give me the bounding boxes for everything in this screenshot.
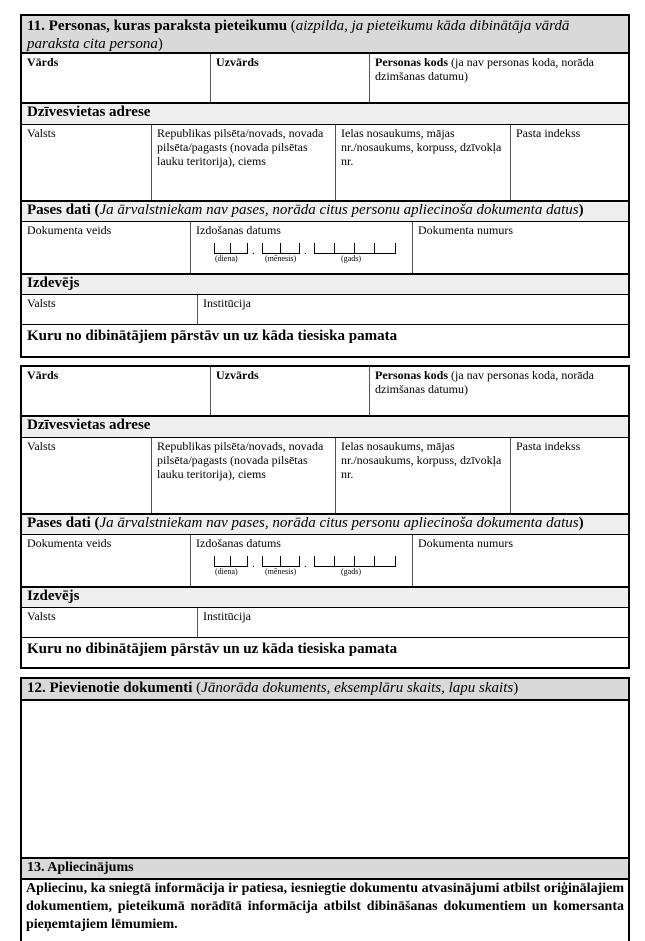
section-11-title: 11. Personas, kuras paraksta pieteikumu xyxy=(27,18,288,34)
paren-close: ) xyxy=(157,36,163,52)
person-1-name-row xyxy=(22,54,628,102)
passport-header-note: Ja ārvalstniekam nav pases, norāda citus personu apliecinoša dokumenta datus xyxy=(99,202,579,218)
issuer-institution-label: Institūcija xyxy=(203,296,251,310)
person-1-passport-row xyxy=(22,221,628,273)
paren-open: ( xyxy=(287,18,296,34)
person-2-box xyxy=(20,365,630,669)
section-11-header xyxy=(22,16,628,54)
section-13-header: 13. Apliecinājums xyxy=(22,857,628,880)
person-1-surname-field[interactable] xyxy=(210,54,369,102)
surname-label: Uzvārds xyxy=(216,368,259,382)
person-2-address-header: Dzīvesvietas adrese xyxy=(22,415,628,437)
person-2-personal-code-field[interactable] xyxy=(369,367,628,415)
personal-code-note: (ja nav personas koda, norāda dzimšanas datumu) xyxy=(375,55,594,83)
year-label: (gads) xyxy=(341,567,361,576)
issuer-country-label: Valsts xyxy=(27,296,56,310)
person-1-personal-code-field[interactable] xyxy=(369,54,628,102)
year-digit-4[interactable] xyxy=(374,243,396,254)
doc-type-label: Dokumenta veids xyxy=(27,223,112,237)
section-12-13-box xyxy=(20,677,630,941)
person-2-issuer-header: Izdevējs xyxy=(22,586,628,607)
person-1-address-city-field[interactable] xyxy=(151,125,335,200)
attached-documents-field[interactable] xyxy=(22,701,628,857)
person-1-doc-type-field[interactable] xyxy=(22,222,190,273)
person-1-address-row xyxy=(22,124,628,200)
date-input-boxes[interactable] xyxy=(214,554,407,580)
passport-header-label: Pases dati xyxy=(27,515,91,531)
doc-number-label: Dokumenta numurs xyxy=(418,536,513,550)
section-12-title: 12. Pievienotie dokumenti xyxy=(27,680,193,696)
person-1-issue-date-field[interactable] xyxy=(190,222,412,273)
address-country-label: Valsts xyxy=(27,439,56,453)
date-input-boxes[interactable] xyxy=(214,241,407,267)
person-2-issue-date-field[interactable] xyxy=(190,535,412,586)
person-2-passport-header: Pases dati (Ja ārvalstniekam nav pases, norāda citus personu apliecinoša dokumenta datus) xyxy=(22,513,628,534)
address-postcode-label: Pasta indekss xyxy=(516,126,581,140)
person-2-address-row xyxy=(22,437,628,513)
person-1-issuer-header: Izdevējs xyxy=(22,273,628,294)
first-name-label: Vārds xyxy=(27,368,59,382)
person-1-issuer-row xyxy=(22,294,628,324)
year-digit-1[interactable] xyxy=(314,556,335,567)
representation-label: Kuru no dibinātājiem pārstāv un uz kāda tiesiska pamata xyxy=(27,328,398,344)
attestation-text: Apliecinu, ka sniegtā informācija ir patiesa, iesniegtie dokumentu atvasinājumi atbilst oriģinālajiem dokumentiem, pieteikumā norādītā informācija atbilst dibināšanas dokumentiem un komersanta pieņemtajiem lēmumiem. xyxy=(26,881,624,932)
section-11-note: aizpilda, ja pieteikumu kāda dibinātāja vārdā paraksta cita persona xyxy=(27,18,570,52)
surname-label: Uzvārds xyxy=(216,55,259,69)
person-2-passport-row xyxy=(22,534,628,586)
section-12-header: 12. Pievienotie dokumenti (Jānorāda dokuments, eksemplāru skaits, lapu skaits) xyxy=(22,679,628,701)
person-2-doc-type-field[interactable] xyxy=(22,535,190,586)
month-label: (mēnesis) xyxy=(265,567,297,576)
address-city-label: Republikas pilsēta/novads, novada pilsēta/pagasts (novada pilsētas lauku teritorija), ciems xyxy=(157,439,324,481)
issue-date-label: Izdošanas datums xyxy=(196,536,281,550)
section-12-note: Jānorāda dokuments, eksemplāru skaits, lapu skaits xyxy=(201,680,514,696)
person-1-address-postcode-field[interactable] xyxy=(510,125,628,200)
person-2-first-name-field[interactable] xyxy=(22,367,210,415)
person-1-representation-field[interactable] xyxy=(22,324,628,362)
person-2-address-city-field[interactable] xyxy=(151,438,335,513)
year-digit-4[interactable] xyxy=(374,556,396,567)
year-digit-1[interactable] xyxy=(314,243,335,254)
passport-header-label: Pases dati xyxy=(27,202,91,218)
date-separator: . xyxy=(252,245,255,257)
address-city-label: Republikas pilsēta/novads, novada pilsēta/pagasts (novada pilsētas lauku teritorija), ciems xyxy=(157,126,324,168)
person-2-issuer-institution-field[interactable] xyxy=(197,608,628,637)
person-2-doc-number-field[interactable] xyxy=(412,535,628,586)
month-label: (mēnesis) xyxy=(265,254,297,263)
date-separator: . xyxy=(304,245,307,257)
date-separator: . xyxy=(304,558,307,570)
person-1-address-street-field[interactable] xyxy=(335,125,510,200)
date-separator: . xyxy=(252,558,255,570)
representation-label: Kuru no dibinātājiem pārstāv un uz kāda tiesiska pamata xyxy=(27,641,398,657)
doc-number-label: Dokumenta numurs xyxy=(418,223,513,237)
person-2-address-street-field[interactable] xyxy=(335,438,510,513)
person-2-issuer-country-field[interactable] xyxy=(22,608,197,637)
person-1-issuer-country-field[interactable] xyxy=(22,295,197,324)
person-1-first-name-field[interactable] xyxy=(22,54,210,102)
person-2-address-country-field[interactable] xyxy=(22,438,151,513)
person-1-issuer-institution-field[interactable] xyxy=(197,295,628,324)
year-label: (gads) xyxy=(341,254,361,263)
personal-code-label: Personas kods xyxy=(375,368,449,382)
person-1-passport-header: Pases dati (Ja ārvalstniekam nav pases, norāda citus personu apliecinoša dokumenta datus) xyxy=(22,200,628,221)
address-country-label: Valsts xyxy=(27,126,56,140)
person-2-issuer-row xyxy=(22,607,628,637)
person-2-representation-field[interactable] xyxy=(22,637,628,673)
day-label: (diena) xyxy=(215,254,238,263)
issue-date-label: Izdošanas datums xyxy=(196,223,281,237)
passport-header-note: Ja ārvalstniekam nav pases, norāda citus personu apliecinoša dokumenta datus xyxy=(99,515,579,531)
address-street-label: Ielas nosaukums, mājas nr./nosaukums, korpuss, dzīvokļa nr. xyxy=(341,439,502,481)
person-1-address-country-field[interactable] xyxy=(22,125,151,200)
address-street-label: Ielas nosaukums, mājas nr./nosaukums, korpuss, dzīvokļa nr. xyxy=(341,126,502,168)
issuer-institution-label: Institūcija xyxy=(203,609,251,623)
issuer-country-label: Valsts xyxy=(27,609,56,623)
day-label: (diena) xyxy=(215,567,238,576)
person-2-surname-field[interactable] xyxy=(210,367,369,415)
person-1-address-header: Dzīvesvietas adrese xyxy=(22,102,628,124)
personal-code-label: Personas kods xyxy=(375,55,449,69)
person-2-address-postcode-field[interactable] xyxy=(510,438,628,513)
address-postcode-label: Pasta indekss xyxy=(516,439,581,453)
doc-type-label: Dokumenta veids xyxy=(27,536,112,550)
personal-code-note: (ja nav personas koda, norāda dzimšanas datumu) xyxy=(375,368,594,396)
first-name-label: Vārds xyxy=(27,55,59,69)
person-2-name-row xyxy=(22,367,628,415)
section-11-box xyxy=(20,14,630,358)
person-1-doc-number-field[interactable] xyxy=(412,222,628,273)
